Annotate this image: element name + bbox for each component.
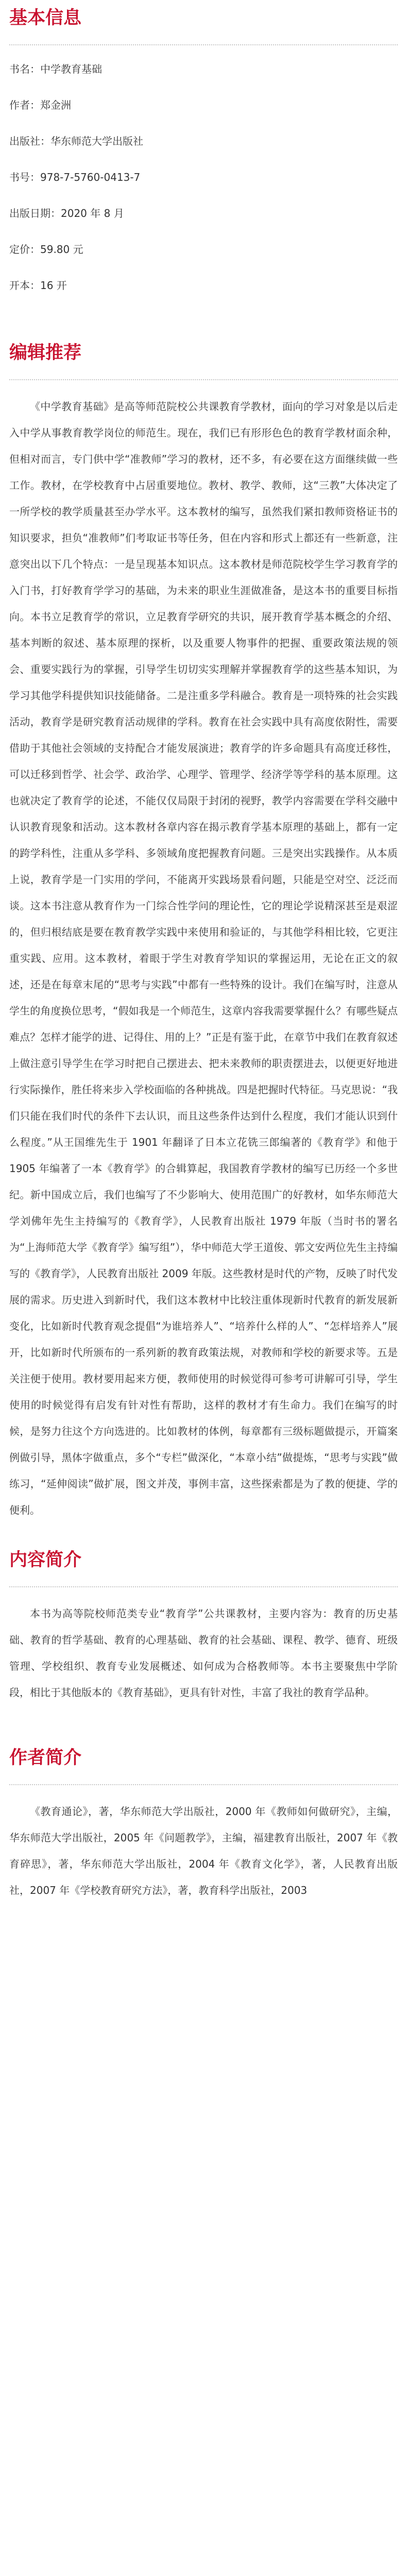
info-publisher: 出版社：华东师范大学出版社 xyxy=(9,135,143,147)
content-intro-heading: 内容简介 xyxy=(9,1550,82,1570)
content-intro-section xyxy=(9,1549,398,1706)
section-divider xyxy=(9,44,398,45)
author-intro-heading: 作者简介 xyxy=(9,1748,82,1768)
info-price: 定价：59.80 元 xyxy=(9,243,83,256)
basic-info-section xyxy=(9,7,398,296)
section-divider xyxy=(9,1784,398,1785)
section-divider xyxy=(9,1586,398,1587)
basic-info-heading: 基本信息 xyxy=(9,8,82,28)
section-divider xyxy=(9,379,398,380)
author-intro-text: 《教育通论》，著，华东师范大学出版社，2000 年《教师如何做研究》，主编，华东师范大学出版社，2005 年《问题教学》，主编，福建教育出版社，2007 年《教育碎思》，著，华东师范大学出版社，2004 年《教育文化学》，著，人民教育出版社，2007 年《学校教育研究方法》，著，教育科学出版社，2003 xyxy=(9,1805,398,1896)
info-publish-date: 出版日期：2020 年 8 月 xyxy=(9,207,124,219)
info-list xyxy=(9,59,398,296)
info-format: 开本：16 开 xyxy=(9,279,67,292)
content-intro-text: 本书为高等院校师范类专业“教育学”公共课教材，主要内容为：教育的历史基础、教育的哲学基础、教育的心理基础、教育的社会基础、课程、教学、德育、班级管理、学校组织、教育专业发展概述、如何成为合格教师等。本书主要聚焦中学阶段，相比于其他版本的《教育基础》，更具有针对性，丰富了我社的教育学品种。 xyxy=(9,1607,398,1699)
editor-recommendation-heading: 编辑推荐 xyxy=(9,343,82,363)
info-isbn: 书号：978-7-5760-0413-7 xyxy=(9,171,141,183)
editor-recommendation-section xyxy=(9,342,398,1523)
info-author: 作者：郑金洲 xyxy=(9,99,71,111)
editor-recommendation-text: 《中学教育基础》是高等师范院校公共课教育学教材，面向的学习对象是以后走入中学从事教育教学岗位的师范生。现在，我们已有形形色色的教育学教材面余种，但相对而言，专门供中学“准教师”学习的教材，还不多，有必要在这方面继续做一些工作。教材，在学校教育中占居重要地位。教材、教学、教师，这“三教”大体决定了一所学校的教学质量甚至办学水平。这本教材的编写，虽然我们紧扣教师资格证书的知识要求，担负“准教师”们考取证书等任务，但在内容和形式上都还有一些新意，注意突出以下几个特点：一是呈现基本知识点。这本教材是师范院校学生学习教育学的入门书，打好教育学学习的基础，为未来的职业生涯做准备，是这本书的重要目标指向。本书立足教育学的常识，立足教育学研究的共识，展开教育学基本概念的介绍、基本判断的叙述、基本原理的探析，以及重要人物事件的把握、重要政策法规的领会、重要实践行为的掌握，引导学生切切实实理解并掌握教育学的这些基本知识，为学习其他学科提供知识技能储备。二是注重多学科融合。教育是一项特殊的社会实践活动，教育学是研究教育活动规律的学科。教育在社会实践中具有高度依附性，需要借助于其他社会领域的支持配合才能发展演进；教育学的许多命题具有高度迁移性，可以迁移到哲学、社会学、政治学、心理学、管理学、经济学等学科的基本原理。这也就决定了教育学的论述，不能仅仅局限于封闭的视野，教学内容需要在学科交融中认识教育现象和活动。这本教材各章内容在揭示教育学基本原理的基础上，都有一定的跨学科性，注重从多学科、多领域角度把握教育问题。三是突出实践操作。从本质上说，教育学是一门实用的学问，不能离开实践场景看问题，只能是空对空、泛泛而谈。这本书注意从教育作为一门综合性学问的理论性，它的理论学说精深甚至是艰涩的，但归根结底是要在教育教学实践中来使用和验证的，与其他学科相比较，它更注重实践、应用。这本教材，着眼于学生对教育学知识的掌握运用，无论在正文的叙述，还是在每章末尾的“思考与实践”中都有一些特殊的设计。我们在编写时，注意从学生的角度换位思考，“假如我是一个师范生，这章内容我需要掌握什么？有哪些疑点难点？怎样才能学的进、记得住、用的上？”正是有鉴于此，在章节中我们在教育叙述上做注意引导学生在学习时把自己摆进去、把未来教师的职责摆进去，以便更好地进行实际操作，胜任将来步入学校面临的各种挑战。四是把握时代特征。马克思说：“我们只能在我们时代的条件下去认识，而且这些条件达到什么程度，我们才能认识到什么程度。”从王国维先生于 1901 年翻译了日本立花铣三郎编著的《教育学》和他于 1905 年编著了一本《教育学》的合辑算起，我国教育学教材的编写已历经一个多世纪。新中国成立后，我们也编写了不少影响大、使用范围广的好教材，如华东师范大学刘佛年先生主持编写的《教育学》，人民教育出版社 1979 年版（当时书的署名为“上海师范大学《教育学》编写组”），华中师范大学王道俊、郭文安两位先生主持编写的《教育学》，人民教育出版社 2009 年版。这些教材是时代的产物，反映了时代发展的需求。历史进入到新时代，我们这本教材中比较注重体现新时代教育的新发展新变化，比如新时代教育观念提倡“为谁培养人”、“培养什么样的人”、“怎样培养人”展开，比如新时代所颁布的一系列新的教育政策法规，对教师和学校的新要求等。五是关注便于使用。教材要用起来方便，教师使用的时候觉得可参考可讲解可引导，学生使用的时候觉得有启发有针对性有帮助，这样的教材才有生命力。我们在编写的时候，是努力往这个方向选进的。比如教材的体例，每章都有三级标题做提示，开篇案例做引导，黑体字做重点，多个“专栏”做深化，“本章小结”做提炼，“思考与实践”做练习，“延伸阅读”做扩展，图文并茂，事例丰富，这些探索都是为了教的便捷、学的便利。 xyxy=(9,400,398,1516)
author-intro-section xyxy=(9,1747,398,1904)
info-title: 书名：中学教育基础 xyxy=(9,63,102,75)
